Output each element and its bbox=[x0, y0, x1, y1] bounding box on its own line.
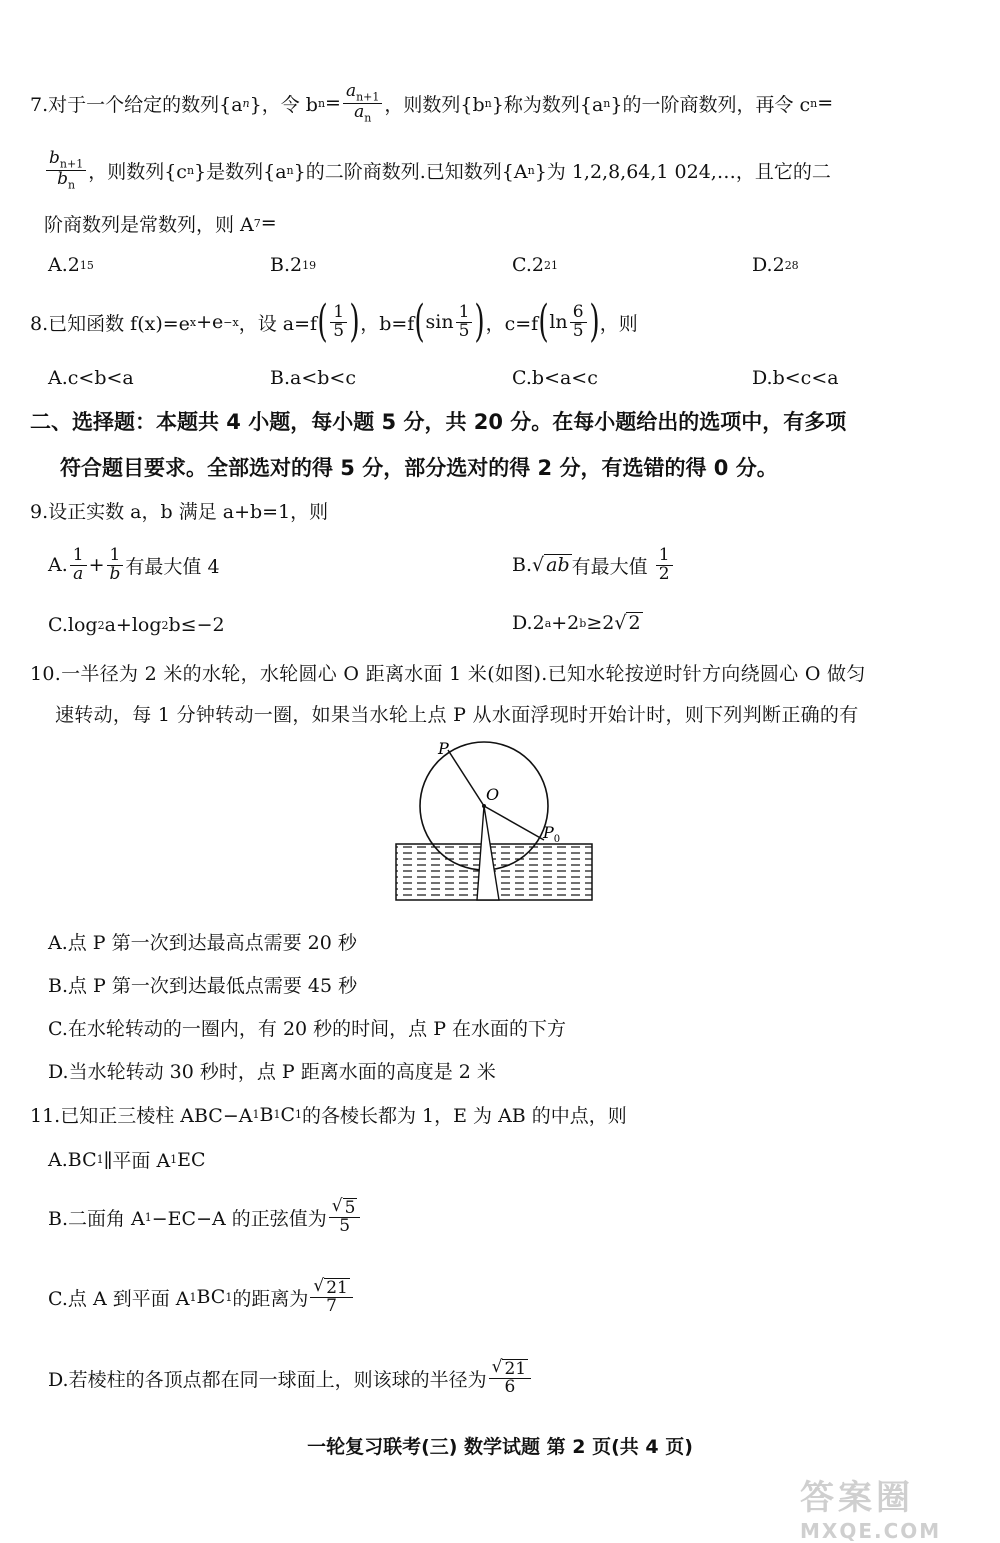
q11-option-d: D.若棱柱的各顶点都在同一球面上，则该球的半径为 √ 21 6 bbox=[48, 1353, 533, 1403]
q10-option-b: B.点 P 第一次到达最低点需要 45 秒 bbox=[48, 975, 358, 997]
q8-stem: 8.已知函数 f(x)=e x +e −x ，设 a=f ( $\frac{1}{5}$ ) ，b=f ( sin $\frac{1}{5}$ ) ，c=f ( ln $\frac{6}{5}$ ) ，则 bbox=[30, 296, 638, 347]
q10-option-d: D.当水轮转动 30 秒时，点 P 距离水面的高度是 2 米 bbox=[48, 1061, 496, 1083]
q8-option-d: D.b<c<a bbox=[752, 367, 839, 389]
q10-option-c: C.在水轮转动的一圈内，有 20 秒的时间，点 P 在水面的下方 bbox=[48, 1018, 567, 1040]
q11-stem: 11.已知正三棱柱 ABC−A 1 B 1 C 1 的各棱长都为 1，E 为 AB 的中点，则 bbox=[30, 1103, 627, 1127]
section-heading-line1: 二、选择题：本题共 4 小题，每小题 5 分，共 20 分。在每小题给出的选项中，有多项 bbox=[30, 410, 847, 434]
section-heading-line2: 符合题目要求。全部选对的得 5 分，部分选对的得 2 分，有选错的得 0 分。 bbox=[60, 456, 778, 480]
q10-option-a: A.点 P 第一次到达最高点需要 20 秒 bbox=[48, 932, 357, 954]
q7-option-a: A.2 15 bbox=[48, 254, 94, 276]
q7-line1: 7.对于一个给定的数列{a n }，令 b n = $\frac{a_{n+1}}{a_n}$ ，则数列{b n }称为数列{a n }的一阶商数列，再令 c n = bbox=[30, 80, 834, 124]
q9-option-c: C.log 2 a+log 2 b≤−2 bbox=[48, 614, 225, 636]
q7-option-d: D.2 28 bbox=[752, 254, 799, 276]
q8-option-c: C.b<a<c bbox=[512, 367, 598, 389]
label-p0: $P_0$ bbox=[543, 823, 561, 845]
q7-line2: $\frac{b_{n+1}}{b_n}$ ，则数列{c n }是数列{a n }的二阶商数列.已知数列{A n }为 1,2,8,64,1 024,…，且它的二 bbox=[44, 145, 831, 195]
label-p: P bbox=[438, 739, 449, 758]
water-wheel-figure bbox=[388, 736, 598, 906]
q11-option-a: A.BC 1 ∥平面 A 1 EC bbox=[48, 1148, 206, 1172]
q7-line3: 阶商数列是常数列，则 A 7 = bbox=[44, 212, 277, 236]
q9-stem: 9.设正实数 a，b 满足 a+b=1，则 bbox=[30, 501, 329, 523]
q8-option-a: A.c<b<a bbox=[48, 367, 134, 389]
q10-stem-line2: 速转动，每 1 分钟转动一圈，如果当水轮上点 P 从水面浮现时开始计时，则下列判断正确的有 bbox=[55, 704, 859, 726]
q11-option-c: C.点 A 到平面 A 1 BC 1 的距离为 √ 21 7 bbox=[48, 1272, 355, 1322]
q7-option-c: C.2 21 bbox=[512, 254, 558, 276]
q8-option-b: B.a<b<c bbox=[270, 367, 356, 389]
watermark-logo: 答案圈 MXQE.COM bbox=[800, 1478, 942, 1543]
q7-fraction-b: $\frac{b_{n+1}}{b_n}$ bbox=[46, 150, 86, 191]
radius-op bbox=[448, 750, 484, 806]
label-o: O bbox=[486, 785, 500, 804]
q10-stem-line1: 10.一半径为 2 米的水轮，水轮圆心 O 距离水面 1 米(如图).已知水轮按逆时针方向绕圆心 O 做匀 bbox=[30, 663, 866, 685]
q7-fraction-a: $\frac{a_{n+1}}{a_n}$ bbox=[343, 83, 382, 124]
q9-option-a: A. $\frac{1}{a}$ + $\frac{1}{b}$ 有最大值 4 bbox=[48, 544, 220, 584]
q9-option-b: B. √ ab 有最大值 $\frac{1}{2}$ bbox=[512, 540, 675, 590]
q11-option-b: B.二面角 A 1 −EC−A 的正弦值为 √ 5 5 bbox=[48, 1192, 362, 1242]
q7-option-b: B.2 19 bbox=[270, 254, 317, 276]
radius-op0 bbox=[484, 806, 544, 840]
q9-option-d: D.2 a +2 b ≥2 √ 2 bbox=[512, 612, 641, 634]
page-footer: 一轮复习联考(三) 数学试题 第 2 页(共 4 页) bbox=[307, 1436, 693, 1458]
